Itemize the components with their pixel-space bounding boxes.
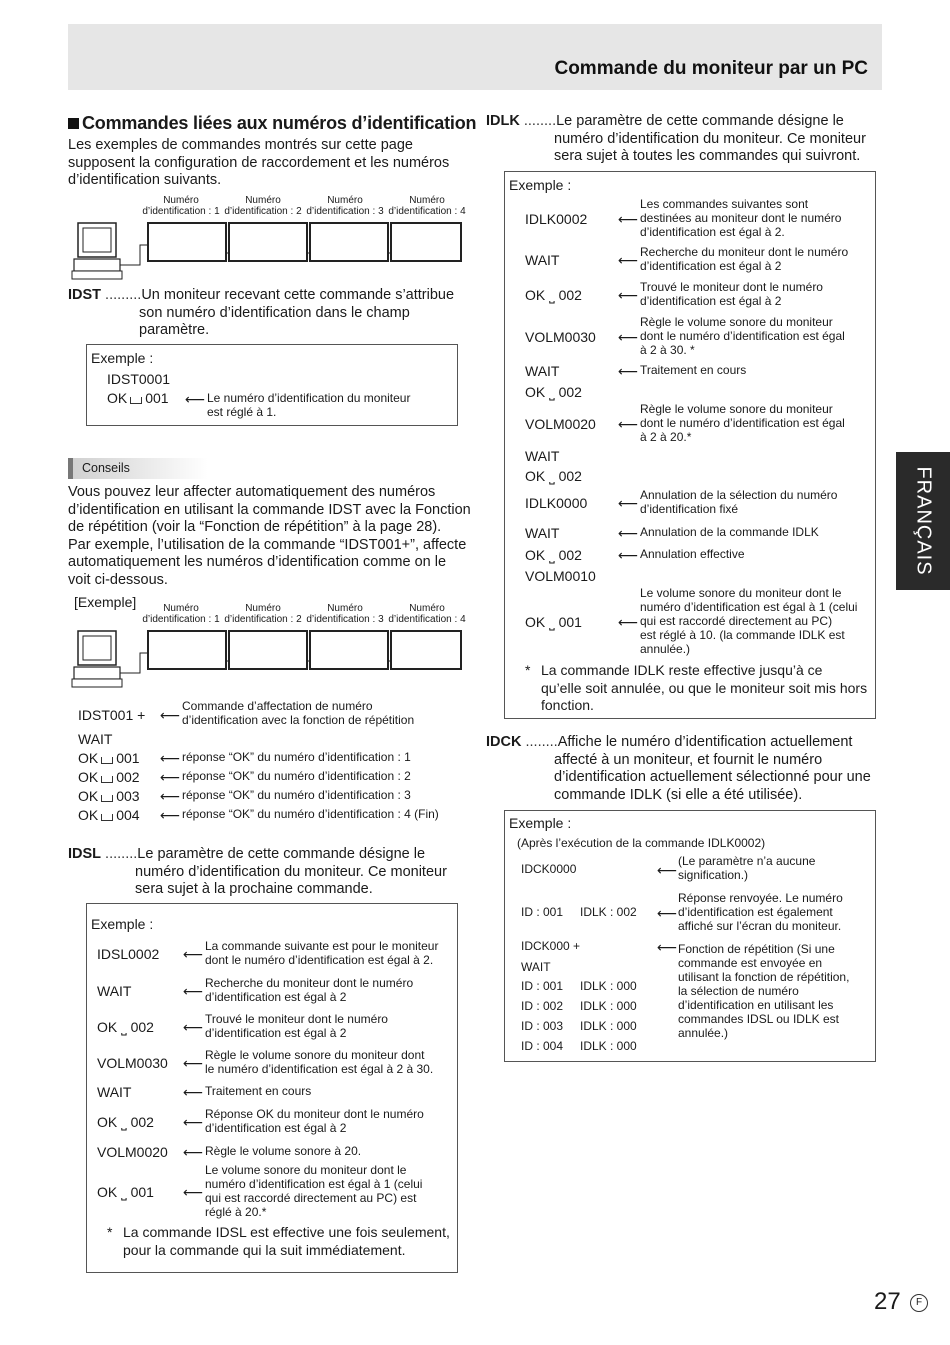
left-arrow-icon: ⟵ xyxy=(185,391,206,407)
command-text: WAIT xyxy=(525,525,560,541)
command-text: IDLK : 000 xyxy=(580,1039,637,1053)
left-arrow-icon: ⟵ xyxy=(618,211,639,227)
command-note: Le numéro d’identification du moniteur est réglé à 1. xyxy=(207,391,411,419)
left-arrow-icon: ⟵ xyxy=(160,750,181,766)
left-arrow-icon: ⟵ xyxy=(160,807,181,823)
command-text: OK ⎵ 002 xyxy=(525,384,582,400)
command-note: Règle le volume sonore du moniteur dont le numéro d’identification est égal à 2 à 30. xyxy=(205,1048,434,1076)
command-text: OK ⎵ 001 xyxy=(525,614,582,630)
command-note: Trouvé le moniteur dont le numéro d’identification est égal à 2 xyxy=(205,1012,388,1040)
command-text: OK 001 xyxy=(78,750,140,766)
command-text: IDCK000 + xyxy=(521,939,581,953)
left-arrow-icon: ⟵ xyxy=(183,1184,204,1200)
command-text: IDSL0002 xyxy=(97,946,160,962)
command-text: ID : 003 xyxy=(521,1019,564,1033)
command-note: réponse “OK” du numéro d’identification : 4 (Fin) xyxy=(182,807,439,821)
command-text: ID : 001 xyxy=(521,905,564,919)
command-note: Le volume sonore du moniteur dont le numéro d’identification est égal à 1 (celui qui est raccordé directement au PC) est réglé à 10. (la commande IDLK est annulée.) xyxy=(640,586,858,656)
section-title-text: Commandes liées aux numéros d’identification xyxy=(82,113,477,133)
connection-diagram xyxy=(70,215,470,285)
left-arrow-icon: ⟵ xyxy=(618,287,639,303)
idst-key: IDST xyxy=(68,287,102,303)
diagram-label-2: Numéro d’identification : 2 xyxy=(224,603,302,625)
command-note: La commande suivante est pour le moniteur dont le numéro d’identification est égal à 2. xyxy=(205,939,439,967)
command-text: OK 004 xyxy=(78,807,140,823)
command-note: Recherche du moniteur dont le numéro d’identification est égal à 2 xyxy=(205,976,414,1004)
diagram-label-3: Numéro d’identification : 3 xyxy=(306,195,384,217)
intro-line: supposent la configuration de raccordement et les numéros xyxy=(68,154,450,171)
command-note: Réponse renvoyée. Le numéro d’identification est également affiché sur l’écran du moniteur. xyxy=(678,891,843,933)
command-note: Règle le volume sonore du moniteur dont le numéro d’identification est égal à 2 à 20.* xyxy=(640,402,845,444)
diagram-label-1: Numéro d’identification : 1 xyxy=(142,195,220,217)
left-arrow-icon: ⟵ xyxy=(160,788,181,804)
idck-description: IDCK ........Affiche le numéro d’identification actuellement affecté à un moniteur, et fournit le numéro d’identification actuellement sélectionné pour une commande IDLK (si elle a été utilisée). xyxy=(486,734,871,803)
left-arrow-icon: ⟵ xyxy=(183,1144,204,1160)
command-note: Trouvé le moniteur dont le numéro d’identification est égal à 2 xyxy=(640,280,823,308)
example-label: Exemple : xyxy=(91,916,154,932)
tips-paragraph: Vous pouvez leur affecter automatiquement des numéros d’identification en utilisant la commande IDST avec la Fonction de répétition (voir la “Fonction de répétition” à la page 28). Par exemple, l’utilisation de la commande “IDST001+”, affecte automatiquement les numéros d’identification comme on le voit ci-dessous. xyxy=(68,484,471,588)
command-text: OK 001 xyxy=(107,390,169,406)
command-note: Le volume sonore du moniteur dont le numéro d’identification est égal à 1 (celui qui est raccordé directement au PC) est réglé à 20.* xyxy=(205,1163,423,1219)
command-text: VOLM0020 xyxy=(525,416,596,432)
idst-example-box xyxy=(86,344,458,426)
command-text: OK 003 xyxy=(78,788,140,804)
command-note: Commande d’affectation de numéro d’identification avec la fonction de répétition xyxy=(182,699,415,727)
idck-key: IDCK xyxy=(486,734,522,750)
command-text: WAIT xyxy=(525,448,560,464)
command-text: VOLM0020 xyxy=(97,1144,168,1160)
command-text: IDLK : 000 xyxy=(580,1019,637,1033)
left-arrow-icon: ⟵ xyxy=(160,707,181,723)
command-note: Recherche du moniteur dont le numéro d’identification est égal à 2 xyxy=(640,245,849,273)
language-marker-icon: F xyxy=(910,1294,928,1312)
diagram-label-4: Numéro d’identification : 4 xyxy=(388,603,466,625)
command-text: WAIT xyxy=(97,1084,132,1100)
command-text: IDLK0000 xyxy=(525,495,588,511)
left-arrow-icon: ⟵ xyxy=(618,525,639,541)
left-arrow-icon: ⟵ xyxy=(183,1114,204,1130)
command-note: Les commandes suivantes sont destinées au moniteur dont le numéro d’identification est égal à 2. xyxy=(640,197,842,239)
left-arrow-icon: ⟵ xyxy=(183,983,204,999)
command-text: OK ⎵ 002 xyxy=(97,1019,154,1035)
left-arrow-icon: ⟵ xyxy=(183,1019,204,1035)
left-arrow-icon: ⟵ xyxy=(183,1055,204,1071)
connection-diagram xyxy=(70,623,470,693)
pc-icon xyxy=(72,631,122,687)
command-text: OK ⎵ 002 xyxy=(525,287,582,303)
command-text: IDLK : 000 xyxy=(580,979,637,993)
idlk-example-box xyxy=(504,171,876,719)
language-tab xyxy=(896,452,950,590)
tips-label: Conseils xyxy=(82,461,130,475)
command-text: OK ⎵ 001 xyxy=(97,1184,154,1200)
example-label: Exemple : xyxy=(91,350,154,366)
left-arrow-icon: ⟵ xyxy=(618,363,639,379)
command-text: OK 002 xyxy=(78,769,140,785)
left-arrow-icon: ⟵ xyxy=(618,614,639,630)
command-text: VOLM0030 xyxy=(97,1055,168,1071)
language-tab-label: FRANÇAIS xyxy=(912,466,935,576)
idck-context: (Après l’exécution de la commande IDLK0002) xyxy=(517,836,766,850)
idsl-key: IDSL xyxy=(68,846,102,862)
command-text: WAIT xyxy=(525,363,560,379)
command-text: WAIT xyxy=(525,252,560,268)
command-note: Fonction de répétition (Si une commande est envoyée en utilisant la fonction de répétition, la sélection de numéro d’identification en utilisant les commandes IDSL ou IDLK est annulée.) xyxy=(678,942,850,1040)
left-arrow-icon: ⟵ xyxy=(657,862,678,878)
command-text: VOLM0030 xyxy=(525,329,596,345)
command-note: réponse “OK” du numéro d’identification : 1 xyxy=(182,750,411,764)
idlk-description: IDLK ........Le paramètre de cette commande désigne le numéro d’identification du moniteur. Ce moniteur sera sujet à toutes les commandes qui suivront. xyxy=(486,113,866,164)
command-note: Règle le volume sonore à 20. xyxy=(205,1144,362,1158)
left-arrow-icon: ⟵ xyxy=(657,905,678,921)
example-label: Exemple : xyxy=(509,815,572,831)
intro-line: Les exemples de commandes montrés sur cette page xyxy=(68,137,413,153)
command-text: IDLK : 000 xyxy=(580,999,637,1013)
command-text: WAIT xyxy=(97,983,132,999)
command-note: réponse “OK” du numéro d’identification : 3 xyxy=(182,788,411,802)
left-arrow-icon: ⟵ xyxy=(618,495,639,511)
command-text: IDLK0002 xyxy=(525,211,588,227)
tips-header xyxy=(68,458,208,479)
command-text: IDCK0000 xyxy=(521,862,577,876)
pc-icon xyxy=(72,223,122,279)
command-text: ID : 002 xyxy=(521,999,564,1013)
left-arrow-icon: ⟵ xyxy=(618,329,639,345)
intro-line: d’identification suivants. xyxy=(68,172,222,188)
intro-paragraph xyxy=(68,137,468,190)
idck-example-box xyxy=(504,810,876,1062)
header-bar xyxy=(68,24,882,90)
idlk-key: IDLK xyxy=(486,113,520,129)
idlk-footnote: * La commande IDLK reste effective jusqu’à ce qu’elle soit annulée, ou que le moniteur soit mis hors fonction. xyxy=(525,662,868,713)
diagram-label-4: Numéro d’identification : 4 xyxy=(388,195,466,217)
idsl-example-box xyxy=(86,903,458,1273)
left-arrow-icon: ⟵ xyxy=(618,252,639,268)
left-arrow-icon: ⟵ xyxy=(183,946,204,962)
command-note: (Le paramètre n’a aucune signification.) xyxy=(678,854,816,882)
idsl-footnote: * La commande IDSL est effective une fois seulement, pour la commande qui la suit immédiatement. xyxy=(107,1224,450,1258)
command-note: Traitement en cours xyxy=(205,1084,312,1098)
left-arrow-icon: ⟵ xyxy=(183,1084,204,1100)
command-note: Annulation de la commande IDLK xyxy=(640,525,819,539)
command-text: IDST001 + xyxy=(78,707,146,723)
square-bullet-icon xyxy=(68,118,79,129)
diagram-label-3: Numéro d’identification : 3 xyxy=(306,603,384,625)
idst-description: IDST .........Un moniteur recevant cette commande s’attribue son numéro d’identification dans le champ paramètre. xyxy=(68,287,455,338)
example-label: Exemple : xyxy=(509,177,572,193)
example-tag: [Exemple] xyxy=(74,594,137,610)
command-note: Réponse OK du moniteur dont le numéro d’identification est égal à 2 xyxy=(205,1107,424,1135)
command-text: VOLM0010 xyxy=(525,568,596,584)
idsl-description: IDSL ........Le paramètre de cette commande désigne le numéro d’identification du moniteur. Ce moniteur sera sujet à la prochaine commande. xyxy=(68,846,447,897)
command-text: OK ⎵ 002 xyxy=(97,1114,154,1130)
command-note: Traitement en cours xyxy=(640,363,747,377)
command-text: OK ⎵ 002 xyxy=(525,468,582,484)
command-note: Annulation effective xyxy=(640,547,745,561)
section-title xyxy=(68,113,476,134)
left-arrow-icon: ⟵ xyxy=(618,416,639,432)
command-text: ID : 001 xyxy=(521,979,564,993)
left-arrow-icon: ⟵ xyxy=(160,769,181,785)
command-text: WAIT xyxy=(521,960,551,974)
command-note: réponse “OK” du numéro d’identification : 2 xyxy=(182,769,411,783)
left-arrow-icon: ⟵ xyxy=(618,547,639,563)
command-text: IDST0001 xyxy=(107,371,171,387)
diagram-label-2: Numéro d’identification : 2 xyxy=(224,195,302,217)
page-title: Commande du moniteur par un PC xyxy=(554,58,868,79)
command-text: IDLK : 002 xyxy=(580,905,637,919)
command-note: Annulation de la sélection du numéro d’identification fixé xyxy=(640,488,838,516)
diagram-label-1: Numéro d’identification : 1 xyxy=(142,603,220,625)
command-text: ID : 004 xyxy=(521,1039,564,1053)
page-number: 27 xyxy=(874,1288,901,1315)
command-note: Règle le volume sonore du moniteur dont le numéro d’identification est égal à 2 à 30. * xyxy=(640,315,845,357)
command-text: WAIT xyxy=(78,731,113,747)
command-text: OK ⎵ 002 xyxy=(525,547,582,563)
left-arrow-icon: ⟵ xyxy=(657,939,678,955)
